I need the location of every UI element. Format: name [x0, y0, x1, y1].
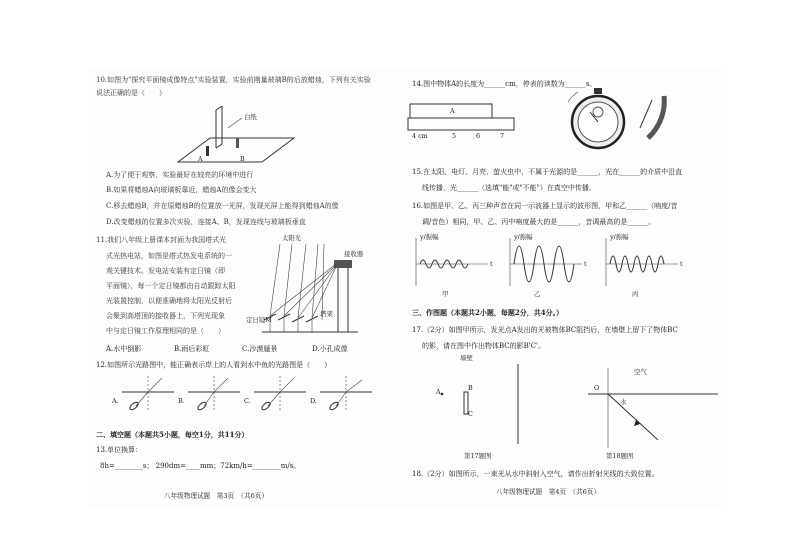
exam-sheet — [86, 68, 726, 508]
q11-label-mirror: 定日镜M — [246, 316, 272, 324]
q11-line1: 11.我们八年级上册课本封面为我国塔式光 — [96, 236, 227, 244]
q11-option-a: A.水中倒影 — [106, 345, 142, 353]
q10-mirror-diagram — [176, 102, 296, 170]
q11-option-b: B.雨后彩虹 — [174, 345, 210, 353]
q14-tick-6: 6 — [476, 132, 481, 140]
q11-line3: 观关键技术。发电站安装有定日镜（即 — [106, 267, 225, 275]
q14-stem: 14.图中物体A的长度为______cm，停表的读数为______s。 — [412, 80, 597, 88]
q18-caption: 第18题图 — [606, 452, 634, 460]
q17-line1: 17.（2分）如图甲所示，发光点A发出的光被物体BC阻挡后，在墙壁上留下了物体BC — [412, 326, 678, 334]
q10-option-c: C.移去蜡烛B，并在原蜡烛B的位置放一光屏，发现光屏上能得到蜡烛A的像 — [106, 202, 339, 210]
q15-line2: 线传播，光______（选填"能"或"不能"）在真空中传播。 — [422, 184, 596, 192]
q16-label-bing: 丙 — [632, 290, 639, 298]
q16-line1: 16.如图是甲、乙、丙三种声音在同一示波器上显示的波形图，甲和乙______（响度/音 — [412, 202, 678, 210]
q16-wave-bing — [604, 238, 680, 288]
q16-ylabel-jia: y/振幅 — [420, 233, 439, 241]
q16-ylabel-yi: y/振幅 — [514, 233, 533, 241]
q10-label-b: B — [240, 155, 245, 163]
q14-stopwatch — [568, 88, 678, 168]
q18-label-air: 空气 — [634, 368, 647, 376]
q10-option-a: A.为了便于观察，实验最好在较亮的环境中进行 — [106, 171, 254, 179]
q12-diagram-b — [188, 376, 240, 412]
q11-line5: 光装置控制，以便准确地将太阳光反射后 — [106, 297, 232, 305]
q11-label-tower: 塔架 — [320, 310, 333, 318]
q11-line2: 式光热电站，如图是塔式热发电系统的一 — [106, 252, 232, 260]
q11-label-sunlight: 太阳光 — [282, 234, 302, 242]
page-3 — [86, 68, 404, 508]
q11-line6: 会聚到高塔顶的接收器上，下列光现象 — [106, 312, 225, 320]
q13-stem: 13.单位换算： — [96, 446, 143, 454]
q11-option-c: C.沙漠蜃景 — [242, 345, 278, 353]
q14-object-label: A — [450, 107, 455, 115]
q12-label-d: D. — [310, 397, 317, 405]
q16-xlabel-jia: t — [490, 260, 493, 268]
q16-line2: 调/音色）相同，甲、乙、丙中响度最大的是______，音调最高的是______。 — [422, 218, 656, 226]
q17-caption: 第17题图 — [464, 452, 492, 460]
q14-tick-7: 7 — [500, 132, 505, 140]
page-4 — [408, 68, 726, 508]
q12-diagram-d — [320, 376, 372, 412]
q10-stem-line1: 10.如图为"探究平面镜成像特点"实验装置，实验前刚量玻璃B的后放蜡烛，下列有关实验 — [96, 76, 371, 84]
q12-label-b: B. — [178, 397, 185, 405]
q17-line2: 的影，请在图中作出物体BC的影B'C'。 — [422, 342, 545, 350]
q11-option-d: D.小孔成像 — [312, 345, 348, 353]
q11-solar-tower-diagram — [262, 244, 362, 344]
q17-shadow-diagram — [418, 364, 528, 444]
q10-option-b: B.如果将蜡烛A向玻璃板靠近，蜡烛A的像会变大 — [106, 186, 257, 194]
q12-label-a: A. — [112, 397, 119, 405]
q16-label-jia: 甲 — [442, 290, 449, 298]
q12-diagram-a — [122, 376, 174, 412]
q16-ylabel-bing: y/振幅 — [610, 233, 629, 241]
q16-label-yi: 乙 — [534, 290, 541, 298]
q11-line7: 中与定日镜工作原理相同的是（ ） — [106, 327, 225, 335]
q17-label-a: A — [436, 388, 441, 396]
q17-label-c: C — [468, 410, 473, 418]
q16-xlabel-bing: t — [680, 260, 683, 268]
q11-label-receiver: 接收器 — [344, 250, 364, 258]
q15-line1: 15.在太阳、电灯、月亮、萤火虫中，不属于光源的是______，光在______的介质中沿直 — [412, 168, 683, 176]
q16-wave-yi — [508, 238, 584, 288]
q11-line4: 平面镜），每一个定日镜都由自动跟踪太阳 — [106, 282, 236, 290]
q10-label-a: A — [198, 155, 203, 163]
q12-label-c: C. — [244, 397, 251, 405]
q16-wave-jia — [414, 238, 490, 288]
section-2-heading: 二、填空题（本题共5小题，每空1分，共11分） — [96, 430, 249, 439]
q18-label-o: O — [594, 384, 600, 392]
q18-label-water: 水 — [620, 398, 627, 406]
q18-refraction-diagram — [588, 368, 718, 448]
footer-page-4: 八年级物理试题 第4页 （共6页） — [496, 488, 600, 496]
q10-option-d: D.改变蜡烛的位置多次实验，连接A、B，发现连线与玻璃板垂直 — [106, 218, 306, 226]
q13-line: 8h=________s； 290dm=____mm；72km/h=________m/s。 — [100, 462, 301, 470]
q17-label-wall: 墙壁 — [460, 354, 473, 362]
q18-line: 18.（2分）如图所示，一束光从水中斜射入空气，请作出折射光线的大致位置。 — [412, 470, 659, 478]
q14-ruler-unit: 4 cm — [412, 132, 428, 140]
q12-stem: 12.如图所示光路图中，能正确表示岸上的人看到水中鱼的光路图是（ ） — [96, 361, 332, 369]
footer-page-3: 八年级物理试题 第3页 （共6页） — [164, 492, 268, 500]
q16-xlabel-yi: t — [584, 260, 587, 268]
q17-label-b: B — [468, 384, 473, 392]
q10-stem-line2: 说法正确的是（ ） — [96, 89, 166, 97]
section-3-heading: 三、作图题（本题共2小题，每题2分，共4分。） — [412, 308, 564, 317]
q12-diagram-c — [254, 376, 306, 412]
q14-tick-5: 5 — [452, 132, 457, 140]
q10-label-paper: 白纸 — [244, 113, 257, 121]
